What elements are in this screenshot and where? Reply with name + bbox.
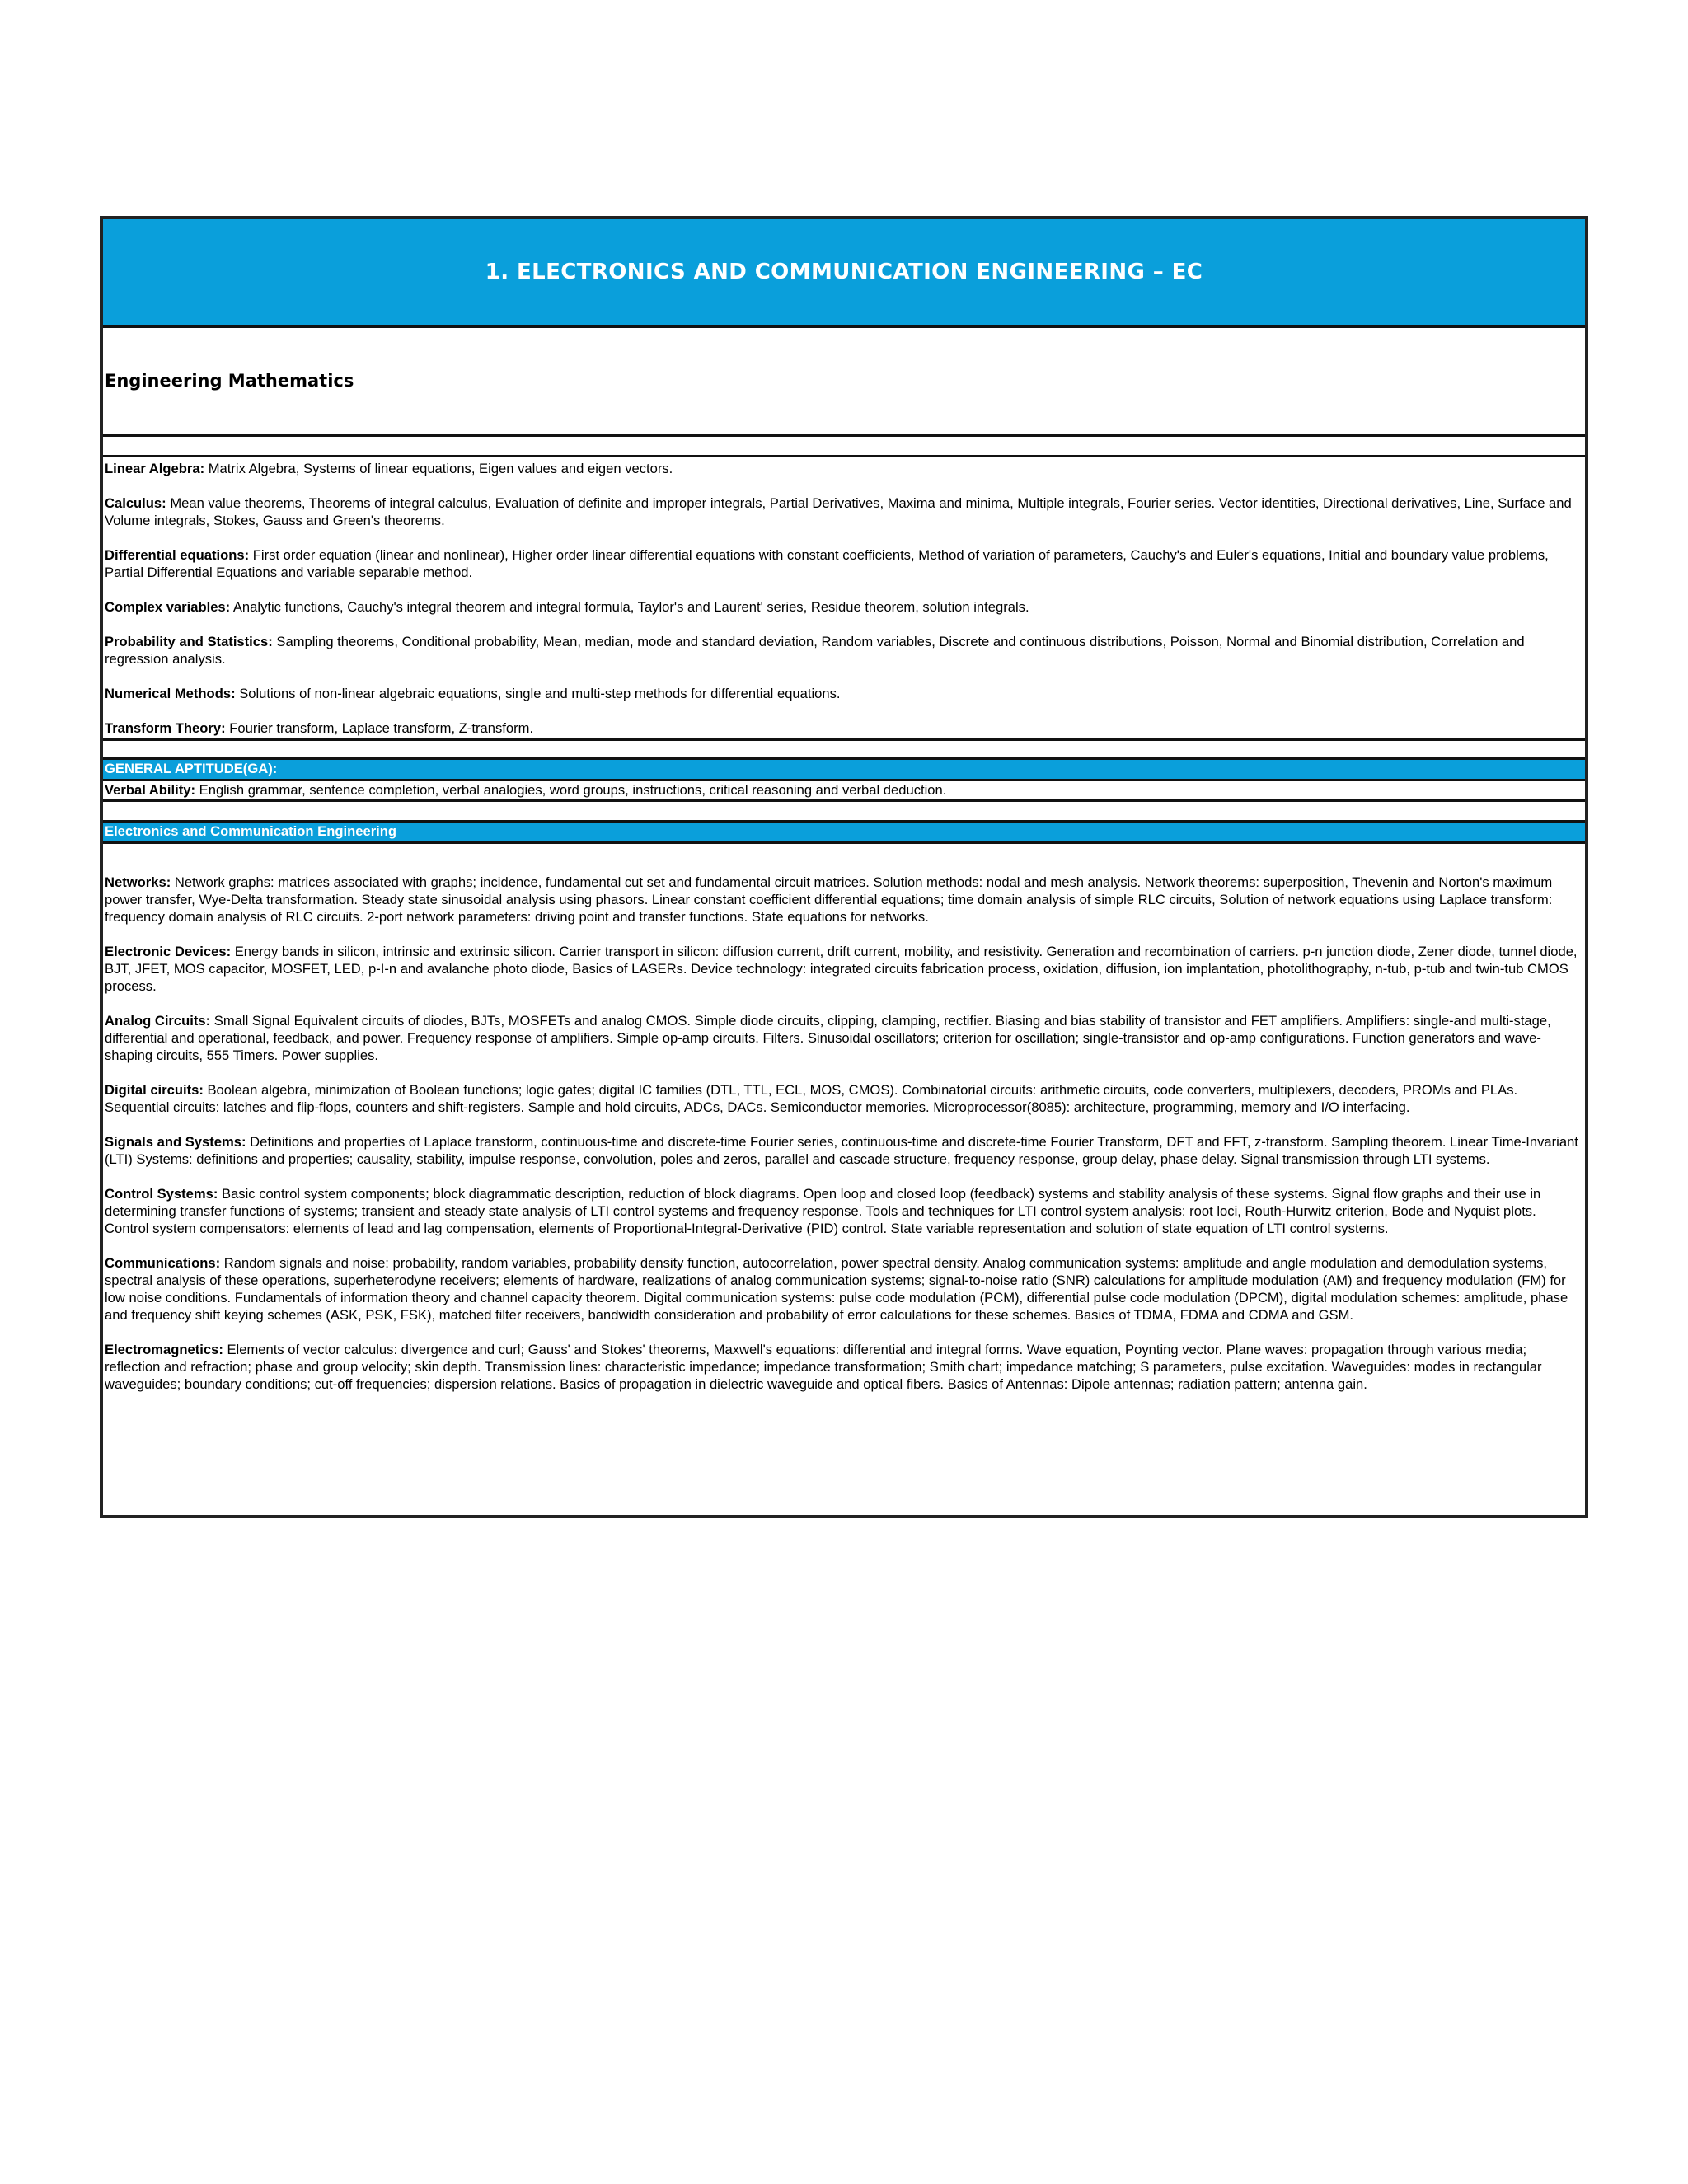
syllabus-sheet <box>100 216 1588 1518</box>
topic-linear-algebra: Linear Algebra: Matrix Algebra, Systems of linear equations, Eigen values and eigen vectors. <box>105 461 673 476</box>
topic-numerical-methods: Numerical Methods: Solutions of non-linear algebraic equations, single and multi-step methods for differential equations. <box>105 686 841 701</box>
topic-electronic-devices: Electronic Devices: Energy bands in silicon, intrinsic and extrinsic silicon. Carrier transport in silicon: diffusion current, drift current, mobility, and resistivity. Generation and recombination of carriers. p-n junction diode, Zener diode, tunnel diode, BJT, JFET, MOS capacitor, MOSFET, LED, p-I-n and avalanche photo diode, Basics of LASERs. Device technology: integrated circuits fabrication process, oxidation, diffusion, ion implantation, photolithography, n-tub, p-tub and twin-tub CMOS process. <box>105 944 1578 994</box>
topic-digital-circuits: Digital circuits: Boolean algebra, minimization of Boolean functions; logic gates; digital IC families (DTL, TTL, ECL, MOS, CMOS). Combinatorial circuits: arithmetic circuits, code converters, multiplexers, decoders, PROMs and PLAs. Sequential circuits: latches and flip-flops, counters and shift-registers. Sample and hold circuits, ADCs, DACs. Semiconductor memories. Microprocessor(8085): architecture, programming, memory and I/O interfacing. <box>105 1082 1518 1115</box>
page-title: 1. ELECTRONICS AND COMMUNICATION ENGINEERING – EC <box>485 260 1203 284</box>
topic-complex-variables: Complex variables: Analytic functions, Cauchy's integral theorem and integral formula, Taylor's and Laurent' series, Residue theorem, solution integrals. <box>105 599 1029 615</box>
topic-analog-circuits: Analog Circuits: Small Signal Equivalent circuits of diodes, BJTs, MOSFETs and analog CMOS. Simple diode circuits, clipping, clamping, rectifier. Biasing and bias stability of transistor and FET amplifiers. Amplifiers: single-and multi-stage, differential and operational, feedback, and power. Frequency response of amplifiers. Simple op-amp circuits. Filters. Sinusoidal oscillators; criterion for oscillation; single-transistor and op-amp configurations. Function generators and wave-shaping circuits, 555 Timers. Power supplies. <box>105 1013 1551 1063</box>
blank-row <box>103 741 1585 757</box>
topic-differential-equations: Differential equations: First order equation (linear and nonlinear), Higher order linear differential equations with constant coefficients, Method of variation of parameters, Cauchy's and Euler's equations, Initial and boundary value problems, Partial Differential Equations and variable separable method. <box>105 547 1549 580</box>
topic-verbal-ability: Verbal Ability: English grammar, sentence completion, verbal analogies, word groups, instructions, critical reasoning and verbal deduction. <box>105 782 947 798</box>
eng-math-topics <box>103 457 1585 738</box>
general-aptitude-heading: GENERAL APTITUDE(GA): <box>103 760 1585 779</box>
eng-math-heading-row <box>103 328 1585 434</box>
topic-transform-theory: Transform Theory: Fourier transform, Laplace transform, Z-transform. <box>105 720 534 736</box>
topic-control-systems: Control Systems: Basic control system components; block diagrammatic description, reduction of block diagrams. Open loop and closed loop (feedback) systems and stability analysis of these systems. Signal flow graphs and their use in determining transfer functions of systems; transient and steady state analysis of LTI control systems and frequency response. Tools and techniques for LTI control system analysis: root loci, Routh-Hurwitz criterion, Bode and Nyquist plots. Control system compensators: elements of lead and lag compensation, elements of Proportional-Integral-Derivative (PID) control. State variable representation and solution of state equation of LTI control systems. <box>105 1186 1541 1236</box>
eng-math-heading: Engineering Mathematics <box>105 371 354 391</box>
ece-heading: Electronics and Communication Engineering <box>103 823 1585 841</box>
ece-topics <box>103 844 1585 1511</box>
topic-signals-systems: Signals and Systems: Definitions and properties of Laplace transform, continuous-time and discrete-time Fourier series, continuous-time and discrete-time Fourier Transform, DFT and FFT, z-transform. Sampling theorem. Linear Time-Invariant (LTI) Systems: definitions and properties; causality, stability, impulse response, convolution, poles and zeros, parallel and cascade structure, frequency response, group delay, phase delay. Signal transmission through LTI systems. <box>105 1134 1578 1167</box>
topic-probability-statistics: Probability and Statistics: Sampling theorems, Conditional probability, Mean, median, mode and standard deviation, Random variables, Discrete and continuous distributions, Poisson, Normal and Binomial distribution, Correlation and regression analysis. <box>105 634 1525 667</box>
topic-communications: Communications: Random signals and noise: probability, random variables, probability density function, autocorrelation, power spectral density. Analog communication systems: amplitude and angle modulation and demodulation systems, spectral analysis of these operations, superheterodyne receivers; elements of hardware, realizations of analog communication systems; signal-to-noise ratio (SNR) calculations for amplitude modulation (AM) and frequency modulation (FM) for low noise conditions. Fundamentals of information theory and channel capacity theorem. Digital communication systems: pulse code modulation (PCM), differential pulse code modulation (DPCM), digital modulation schemes: amplitude, phase and frequency shift keying schemes (ASK, PSK, FSK), matched filter receivers, bandwidth consideration and probability of error calculations for these schemes. Basics of TDMA, FDMA and CDMA and GSM. <box>105 1255 1568 1323</box>
blank-row <box>103 437 1585 455</box>
topic-networks: Networks: Network graphs: matrices associated with graphs; incidence, fundamental cut set and fundamental circuit matrices. Solution methods: nodal and mesh analysis. Network theorems: superposition, Thevenin and Norton's maximum power transfer, Wye-Delta transformation. Steady state sinusoidal analysis using phasors. Linear constant coefficient differential equations; time domain analysis of simple RLC circuits, Solution of network equations using Laplace transform: frequency domain analysis of RLC circuits. 2-port network parameters: driving point and transfer functions. State equations for networks. <box>105 874 1553 925</box>
blank-row <box>103 802 1585 820</box>
title-band <box>103 219 1585 325</box>
topic-calculus: Calculus: Mean value theorems, Theorems of integral calculus, Evaluation of definite and improper integrals, Partial Derivatives, Maxima and minima, Multiple integrals, Fourier series. Vector identities, Directional derivatives, Line, Surface and Volume integrals, Stokes, Gauss and Green's theorems. <box>105 495 1572 528</box>
topic-electromagnetics: Electromagnetics: Elements of vector calculus: divergence and curl; Gauss' and Stokes' theorems, Maxwell's equations: differential and integral forms. Wave equation, Poynting vector. Plane waves: propagation through various media; reflection and refraction; phase and group velocity; skin depth. Transmission lines: characteristic impedance; impedance transformation; Smith chart; impedance matching; S parameters, pulse excitation. Waveguides: modes in rectangular waveguides; boundary conditions; cut-off frequencies; dispersion relations. Basics of propagation in dielectric waveguide and optical fibers. Basics of Antennas: Dipole antennas; radiation pattern; antenna gain. <box>105 1342 1542 1392</box>
